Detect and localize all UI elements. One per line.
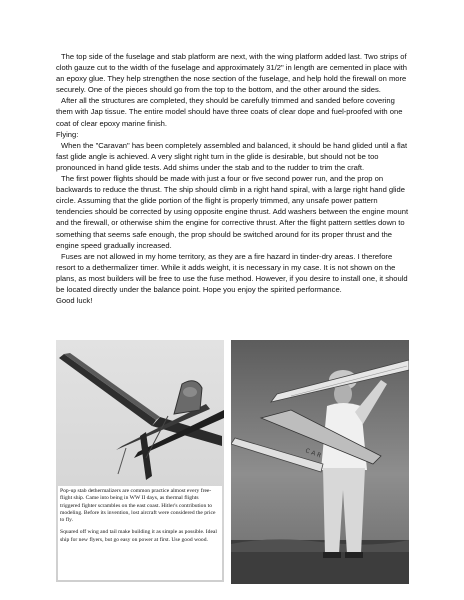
article-body — [56, 51, 412, 306]
heading-flying: Flying: — [56, 129, 79, 139]
caption-squared-wing: Squared off wing and tail make building it as simple as possible. Ideal ship for new flyers, but go easy on power at first. Use good wood. — [60, 529, 217, 543]
caption-dethermalizer: Pop-up stab dethermalizers are common practice almost every free-flight ship. Came into being in WW II days, as thermal flights triggered fighter scrambles on the east coast. Hitler's contribution to modeling. Before its invention, lost aircraft were considered the price to fly. — [60, 488, 216, 524]
photo-man-holding-model — [231, 340, 409, 584]
paragraph-hand-glide: When the "Caravan" has been completely assembled and balanced, it should be hand glided until a flat fast glide angle is achieved. A very slight right turn in the glide is desirable, but should not be too pronounced in hand glide tests. Add shims under the stab and to the rudder to trim the craft. — [56, 140, 408, 172]
paragraph-fuselage-top: The top side of the fuselage and stab platform are next, with the wing platform added last. Two strips of cloth gauze cut to the width of the fuselage and approximately 31/2" in length are cemented in place with an epoxy glue. They help strengthen the nose section of the fuselage, and help hold the firewall on more securely. One of the pieces should go from the top to the bottom, and the other around the sides. — [56, 52, 407, 95]
photo-caption-box — [58, 486, 222, 580]
paragraph-dethermalizer: Fuses are not allowed in my home territory, as they are a fire hazard in tinder-dry areas. I therefore resort to a dethermalizer timer. While it adds weight, it is necessary in my case. It is not shown on the plans, as most builders will be free to use the fuse method. However, if you desire to install one, it should be located directly under the balance point. Hope you enjoy the spirited performance. — [56, 251, 408, 294]
closing-line: Good luck! — [56, 296, 93, 306]
paragraph-power-flights: The first power flights should be made with just a four or five second power run, and the prop on backwards to reduce the thrust. The ship should climb in a right hand spiral, with a large right hand glide circle. Assuming that the glide portion of the flight is properly trimmed, any unsafe power pattern tendencies should be corrected by using opposite engine thrust. Add washers between the engine mount and the firewall, or otherwise shim the engine for corrective thrust. After the flight pattern settles down to something that seems safe enough, the prop should be switched around for its proper thrust and the engine speed gradually increased. — [56, 174, 409, 250]
paragraph-covering: After all the structures are completed, they should be carefully trimmed and sanded before covering them with Jap tissue. The entire model should have three coats of clear dope and fuel-proofed with one coat of clear epoxy marine finish. — [56, 96, 403, 128]
man-with-model-illustration — [231, 340, 409, 584]
svg-text:C A R: C A R — [304, 447, 323, 460]
